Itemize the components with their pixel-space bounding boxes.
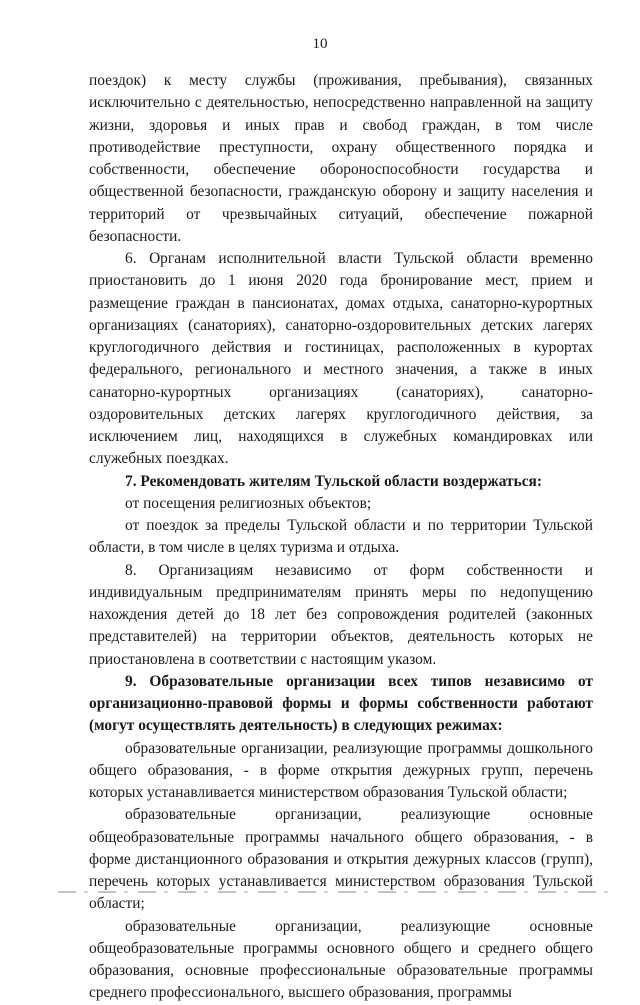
paragraph-item-6: 6. Органам исполнительной власти Тульской области временно приостановить до 1 июня 2020 года бронирование мест, прием и размещение граждан в пансионатах, домах отдыха, санаторно-курортных организациях (санаториях), санаторно-оздоровительных детских лагерях круглогодичного действия и гостиницах, расположенных в курортах федерального, регионального и местного значения, а также в иных санаторно-курортных организациях (санаториях), санаторно-оздоровительных детских лагерях круглогодичного действия, за исключением лиц, находящихся в служебных командировках или служебных поездках.: [89, 250, 593, 468]
scan-edge-artifact: [58, 891, 618, 893]
paragraph-item-9-primary: образовательные организации, реализующие основные общеобразовательные программы начального общего образования, - в форме дистанционного образования и открытия дежурных классов (групп), перечень которых устанавливается министерством образования Тульской области;: [89, 806, 593, 913]
paragraph-item-8: 8. Организациям независимо от форм собственности и индивидуальным предпринимателям принять меры по недопущению нахождения детей до 18 лет без сопровождения родителей (законных представителей) на территории объектов, деятельность которых не приостановлена в соответствии с настоящим указом.: [89, 561, 593, 668]
paragraph-item-7-heading: 7. Рекомендовать жителям Тульской области воздержаться:: [125, 472, 542, 490]
paragraph-item-7-travel: от поездок за пределы Тульской области и по территории Тульской области, в том числе в целях туризма и отдыха.: [89, 517, 593, 557]
paragraph-item-9-heading: 9. Образовательные организации всех типов независимо от организационно-правовой формы и формы собственности работают (могут осуществлять деятельность) в следующих режимах:: [89, 672, 593, 735]
paragraph-continuation: поездок) к месту службы (проживания, пребывания), связанных исключительно с деятельностью, непосредственно направленной на защиту жизни, здоровья и иных прав и свобод граждан, в том числе противодействие преступности, охрану общественного порядка и собственности, обеспечение обороноспособности государства и общественной безопасности, гражданскую оборону и защиту населения и территорий от чрезвычайных ситуаций, обеспечение пожарной безопасности.: [89, 72, 593, 245]
document-body: [89, 70, 593, 1005]
paragraph-item-9-preschool: образовательные организации, реализующие программы дошкольного общего образования, - в форме открытия дежурных групп, перечень которых устанавливается министерством образования Тульской области;: [89, 739, 593, 801]
page-number: 10: [312, 36, 328, 52]
paragraph-item-7-religious: от посещения религиозных объектов;: [125, 494, 372, 512]
paragraph-item-9-secondary: образовательные организации, реализующие основные общеобразовательные программы основного общего и среднего общего образования, основные профессиональные образовательные программы среднего профессионального, высшего образования, программы: [89, 917, 593, 1002]
